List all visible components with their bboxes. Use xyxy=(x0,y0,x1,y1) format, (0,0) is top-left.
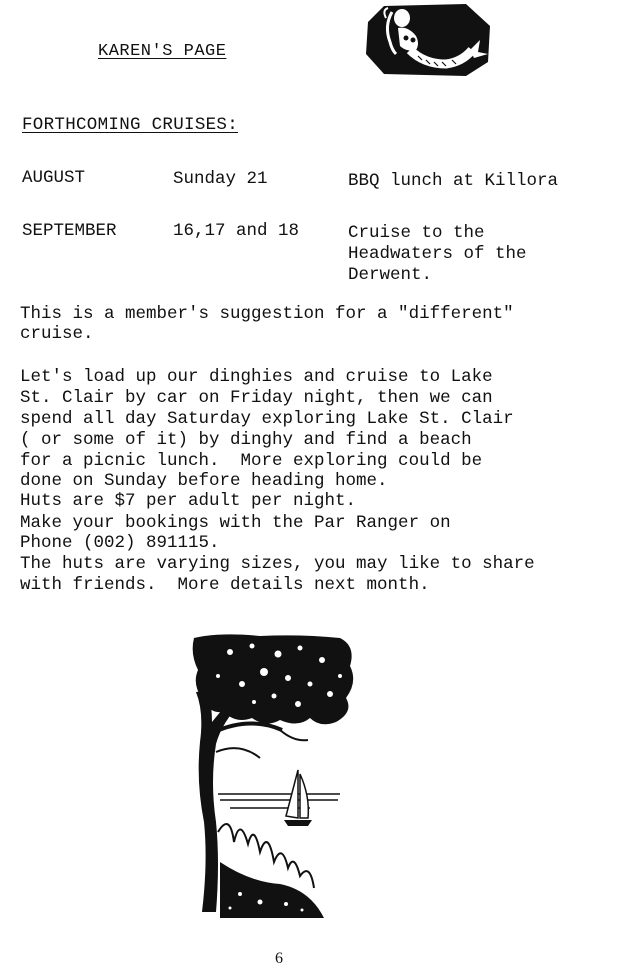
cruise-event-august: BBQ lunch at Killora xyxy=(348,171,559,191)
body-line: ( or some of it) by dinghy and find a beach xyxy=(20,430,472,450)
cruises-heading: FORTHCOMING CRUISES: xyxy=(22,115,239,135)
body-line: Phone (002) 891115. xyxy=(20,533,220,553)
cruise-event-september-line: Cruise to the xyxy=(348,223,485,243)
page-number: 6 xyxy=(275,950,283,967)
body-line: The huts are varying sizes, you may like to share xyxy=(20,554,535,574)
body-line: done on Sunday before heading home. xyxy=(20,471,388,491)
cruise-month-september: SEPTEMBER xyxy=(22,221,117,241)
body-line: for a picnic lunch. More exploring could be xyxy=(20,451,483,471)
cruise-event-september-line: Headwaters of the xyxy=(348,244,527,264)
body-line: St. Clair by car on Friday night, then we can xyxy=(20,388,493,408)
cruise-date-august: Sunday 21 xyxy=(173,169,268,189)
body-line: Make your bookings with the Par Ranger on xyxy=(20,513,451,533)
suggestion-line: cruise. xyxy=(20,324,94,344)
page-title: KAREN'S PAGE xyxy=(98,42,227,61)
body-line: with friends. More details next month. xyxy=(20,575,430,595)
body-line: Huts are $7 per adult per night. xyxy=(20,491,357,511)
mermaid-icon xyxy=(362,2,494,78)
cruise-date-september: 16,17 and 18 xyxy=(173,221,300,241)
body-line: Let's load up our dinghies and cruise to Lake xyxy=(20,367,493,387)
cruise-month-august: AUGUST xyxy=(22,168,86,188)
tree-lake-sailboat-illustration xyxy=(190,632,360,924)
cruise-event-september-line: Derwent. xyxy=(348,265,433,285)
body-line: spend all day Saturday exploring Lake St. Clair xyxy=(20,409,514,429)
suggestion-line: This is a member's suggestion for a "different" xyxy=(20,304,514,324)
